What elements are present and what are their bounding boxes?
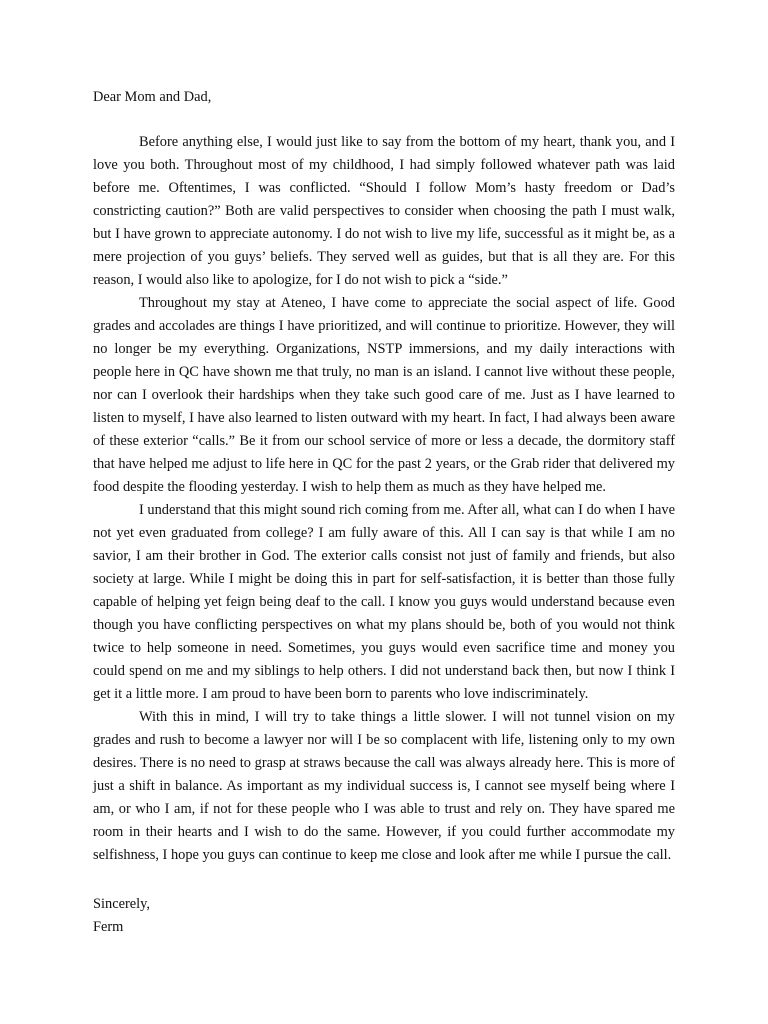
- paragraph-4: With this in mind, I will try to take things a little slower. I will not tunnel vision on my grades and rush to become a lawyer nor will I be so complacent with life, listening only to my own desires. There is no need to grasp at straws because the call was always already here. This is more of just a shift in balance. As important as my individual success is, I cannot see myself being where I am, or who I am, if not for these people who I was able to trust and rely on. They have spared me room in their hearts and I wish to do the same. However, if you could further accommodate my selfishness, I hope you guys can continue to keep me close and look after me while I pursue the call.: [93, 709, 675, 863]
- signature: Ferm: [93, 919, 124, 935]
- closing-block: [93, 893, 675, 939]
- paragraph-2: Throughout my stay at Ateneo, I have come to appreciate the social aspect of life. Good grades and accolades are things I have prioritized, and will continue to prioritize. However, they will no longer be my everything. Organizations, NSTP immersions, and my daily interactions with people here in QC have shown me that truly, no man is an island. I cannot live without these people, nor can I overlook their hardships when they take such good care of me. Just as I have learned to listen to myself, I have also learned to listen outward with my heart. In fact, I had always been aware of these exterior “calls.” Be it from our school service of more or less a decade, the dormitory staff that have helped me adjust to life here in QC for the past 2 years, or the Grab rider that delivered my food despite the flooding yesterday. I wish to help them as much as they have helped me.: [93, 295, 675, 495]
- salutation: Dear Mom and Dad,: [93, 89, 212, 105]
- letter-body: [93, 131, 675, 867]
- valediction: Sincerely,: [93, 896, 151, 912]
- paragraph-1: Before anything else, I would just like to say from the bottom of my heart, thank you, and I love you both. Throughout most of my childhood, I had simply followed whatever path was laid before me. Oftentimes, I was conflicted. “Should I follow Mom’s hasty freedom or Dad’s constricting caution?” Both are valid perspectives to consider when choosing the path I must walk, but I have grown to appreciate autonomy. I do not wish to live my life, successful as it might be, as a mere projection of you guys’ beliefs. They served well as guides, but that is all they are. For this reason, I would also like to apologize, for I do not wish to pick a “side.”: [93, 134, 675, 288]
- paragraph-3: I understand that this might sound rich coming from me. After all, what can I do when I have not yet even graduated from college? I am fully aware of this. All I can say is that while I am no savior, I am their brother in God. The exterior calls consist not just of family and friends, but also society at large. While I might be doing this in part for self-satisfaction, it is better than those fully capable of helping yet feign being deaf to the call. I know you guys would understand because even though you have conflicting perspectives on what my plans should be, both of you would not think twice to help someone in need. Sometimes, you guys would even sacrifice time and money you could spend on me and my siblings to help others. I did not understand back then, but now I think I get it a little more. I am proud to have been born to parents who love indiscriminately.: [93, 502, 675, 702]
